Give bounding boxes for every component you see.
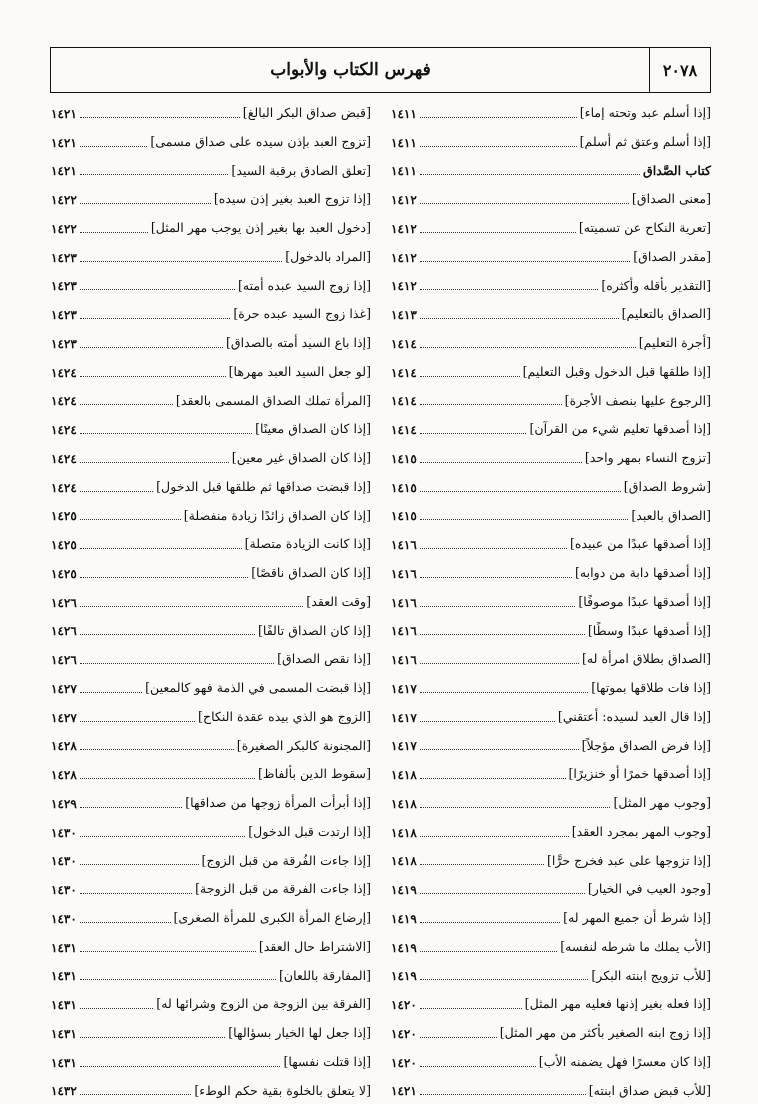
entry-page-number: ١٤١٢	[391, 279, 417, 294]
entry-title: [إذا ارتدت قبل الدخول]	[248, 823, 371, 839]
entry-title: [إذا فات طلاقها بموتها]	[591, 680, 711, 696]
index-entry	[51, 728, 371, 757]
dot-leader	[80, 893, 192, 894]
entry-title: [إذا كان الصداق تالفًا]	[257, 622, 371, 638]
entry-title: [مقدر الصداق]	[633, 248, 711, 264]
entry-page-number: ١٤٢٤	[51, 423, 77, 437]
entry-title: [إذا فعله بغير إذنها فعليه مهر المثل]	[524, 996, 711, 1012]
entry-page-number: ١٤٢١	[51, 106, 77, 121]
entry-page-number: ١٤١٩	[391, 940, 417, 955]
entry-page-number: ١٤١٤	[391, 365, 417, 380]
dot-leader	[420, 203, 629, 204]
entry-title: [إذا أصدقها عبدًا من عبيده]	[570, 536, 711, 552]
entry-page-number: ١٤٢٠	[391, 1026, 417, 1041]
entry-title: [الصداق بالعبد]	[631, 507, 711, 523]
entry-title: [الاشتراط حال العقد]	[258, 938, 371, 954]
index-entry	[51, 843, 371, 872]
entry-page-number: ١٤١٥	[391, 480, 417, 495]
index-entry	[51, 526, 371, 555]
entry-title: [دخول العبد بها بغير إذن يوجب مهر المثل]	[150, 220, 371, 236]
entry-page-number: ١٤٢٥	[51, 538, 77, 552]
index-entry	[391, 411, 711, 440]
dot-leader	[420, 606, 576, 607]
dot-leader	[420, 1008, 522, 1009]
index-entry	[391, 1073, 711, 1102]
dot-leader	[420, 836, 569, 837]
dot-leader	[420, 146, 577, 147]
entry-title: [الأب يملك ما شرطه لنفسه]	[560, 938, 711, 954]
entry-title: [وقت العقد]	[306, 593, 371, 609]
entry-page-number: ١٤٢٦	[51, 595, 77, 610]
index-entry	[51, 756, 371, 785]
page-title: فهرس الكتاب والأبواب	[270, 60, 431, 80]
index-entry	[391, 871, 711, 900]
dot-leader	[80, 1066, 281, 1067]
dot-leader	[420, 347, 636, 348]
entry-page-number: ١٤٢٥	[51, 566, 77, 581]
index-entry	[391, 670, 711, 699]
entry-page-number: ١٤٢١	[51, 135, 77, 150]
index-entry	[391, 555, 711, 584]
dot-leader	[80, 289, 235, 290]
index-entry	[391, 354, 711, 383]
dot-leader	[80, 749, 234, 750]
entry-title: [سقوط الدين بألفاظ]	[258, 766, 371, 782]
dot-leader	[420, 1066, 536, 1067]
index-entry	[51, 440, 371, 469]
entry-page-number: ١٤٢٨	[51, 768, 77, 782]
index-entry	[51, 239, 371, 268]
entry-page-number: ١٤٢٤	[51, 451, 77, 466]
entry-title: [التقدير بأقله وأكثره]	[601, 277, 711, 293]
index-entry	[51, 814, 371, 843]
index-entry	[51, 1044, 371, 1073]
index-entry	[51, 1073, 371, 1102]
entry-title: [إذا كان الصداق غير معين]	[231, 450, 371, 466]
dot-leader	[80, 979, 276, 980]
entry-page-number: ١٤١٦	[391, 595, 417, 610]
entry-page-number: ١٤٢٩	[51, 796, 77, 811]
index-entry	[51, 153, 371, 182]
entry-page-number: ١٤١٤	[391, 423, 417, 437]
index-entry	[391, 440, 711, 469]
dot-leader	[420, 692, 588, 693]
dot-leader	[80, 1008, 154, 1009]
index-entry	[51, 958, 371, 987]
entry-page-number: ١٤١٢	[391, 221, 417, 236]
entry-title: [غذا زوج السيد عبده حرة]	[233, 306, 371, 322]
dot-leader	[420, 922, 560, 923]
index-entry	[51, 411, 371, 440]
dot-leader	[420, 491, 621, 492]
entry-page-number: ١٤٣٢	[51, 1084, 77, 1099]
entry-title: [إذا نقص الصداق]	[277, 651, 371, 667]
entry-title: [إذا فرض الصداق مؤجلاً]	[581, 737, 711, 753]
entry-title: [إذا أصدقها عبدًا موصوفًا]	[578, 593, 711, 609]
entry-title: [إذا شرط أن جميع المهر له]	[563, 910, 711, 926]
index-entry	[391, 383, 711, 412]
entry-title: [للأب قبض صداق ابنته]	[588, 1082, 711, 1098]
index-entry	[391, 756, 711, 785]
index-entry	[391, 814, 711, 843]
entry-page-number: ١٤٢٧	[51, 710, 77, 725]
dot-leader	[420, 289, 599, 290]
index-entry	[391, 210, 711, 239]
entry-page-number: ١٤٣٠	[51, 883, 77, 897]
entry-title: [إذا أصدقها خمرًا أو خنزيرًا]	[568, 766, 711, 782]
entry-title: [إذا كان الصداق زائدًا زيادة منفصلة]	[183, 507, 371, 523]
entry-title: [إذا تزوج العبد بغير إذن سيده]	[213, 191, 371, 207]
index-entry	[391, 239, 711, 268]
entry-page-number: ١٤١٤	[391, 394, 417, 409]
entry-page-number: ١٤١١	[391, 164, 417, 179]
index-entry	[51, 699, 371, 728]
dot-leader	[420, 232, 576, 233]
dot-leader	[420, 778, 566, 779]
dot-leader	[420, 519, 629, 520]
index-entry	[391, 268, 711, 297]
dot-leader	[420, 721, 555, 722]
index-entry	[391, 1044, 711, 1073]
entry-title: [وجوب المهر بمجرد العقد]	[571, 823, 711, 839]
dot-leader	[420, 1094, 586, 1095]
dot-leader	[80, 146, 148, 147]
dot-leader	[80, 462, 229, 463]
entry-page-number: ١٤١٥	[391, 451, 417, 466]
index-entry	[391, 526, 711, 555]
entry-page-number: ١٤٣٠	[51, 825, 77, 840]
entry-page-number: ١٤١٩	[391, 883, 417, 897]
dot-leader	[420, 548, 567, 549]
entry-page-number: ١٤٢٤	[51, 480, 77, 495]
entry-title: [إذا أصدقها تعليم شيء من القرآن]	[529, 421, 711, 437]
index-entry	[391, 728, 711, 757]
dot-leader	[420, 261, 630, 262]
dot-leader	[80, 347, 223, 348]
index-entry	[391, 641, 711, 670]
entry-title: [وجوب مهر المثل]	[613, 795, 711, 811]
index-entry	[391, 296, 711, 325]
dot-leader	[80, 433, 252, 434]
dot-leader	[420, 749, 579, 750]
dot-leader	[80, 1094, 192, 1095]
entry-title: [المرأة تملك الصداق المسمى بالعقد]	[175, 392, 371, 408]
entry-page-number: ١٤٢٣	[51, 279, 77, 294]
dot-leader	[420, 634, 585, 635]
entry-title: [إذا كان معسرًا فهل يضمنه الأب]	[538, 1053, 711, 1069]
dot-leader	[80, 548, 242, 549]
entry-title: [المجنونة كالبكر الصغيرة]	[236, 737, 371, 753]
entry-page-number: ١٤٣٠	[51, 854, 77, 869]
dot-leader	[420, 807, 611, 808]
dot-leader	[80, 951, 256, 952]
entry-page-number: ١٤١٧	[391, 681, 417, 696]
index-entry	[391, 181, 711, 210]
entry-title: [المراد بالدخول]	[285, 248, 371, 264]
entry-title: [تزوج العبد بإذن سيده على صداق مسمى]	[150, 133, 371, 149]
entry-page-number: ١٤١٧	[391, 739, 417, 754]
entry-title: [إذا كان الصداق ناقصًا]	[251, 565, 371, 581]
entry-page-number: ١٤٢٧	[51, 681, 77, 696]
index-column-right	[391, 95, 711, 1101]
entry-page-number: ١٤١٨	[391, 796, 417, 811]
entry-title: [إذا زوج السيد عبده أمته]	[237, 277, 371, 293]
index-entry	[51, 900, 371, 929]
dot-leader	[420, 462, 582, 463]
entry-page-number: ١٤٢٢	[51, 221, 77, 236]
dot-leader	[420, 577, 572, 578]
entry-page-number: ١٤٢٢	[51, 193, 77, 207]
entry-title: [إذا طلقها قبل الدخول وقبل التعليم]	[522, 363, 711, 379]
entry-title: [إذا جاءت الفُرقة من قبل الزوج]	[201, 852, 371, 868]
dot-leader	[80, 232, 148, 233]
dot-leader	[420, 117, 577, 118]
entry-page-number: ١٤٢٣	[51, 336, 77, 351]
index-entry	[51, 354, 371, 383]
entry-page-number: ١٤٢١	[391, 1084, 417, 1099]
index-entry	[391, 699, 711, 728]
entry-title: [لا يتعلق بالخلوة بقية حكم الوطء]	[194, 1082, 371, 1098]
index-entry	[391, 986, 711, 1015]
entry-title: [إذا باع السيد أمته بالصداق]	[225, 335, 371, 351]
dot-leader	[420, 663, 579, 664]
entry-page-number: ١٤١٢	[391, 193, 417, 207]
dot-leader	[420, 376, 520, 377]
entry-page-number: ١٤١٦	[391, 566, 417, 581]
dot-leader	[80, 117, 240, 118]
dot-leader	[80, 577, 248, 578]
entry-page-number: ١٤٣١	[51, 940, 77, 955]
entry-page-number: ١٤١٣	[391, 308, 417, 322]
entry-title: [إذا قبضت صداقها ثم طلقها قبل الدخول]	[156, 478, 371, 494]
index-entry	[51, 929, 371, 958]
index-entry	[391, 498, 711, 527]
dot-leader	[80, 721, 195, 722]
dot-leader	[80, 318, 231, 319]
index-entry	[391, 785, 711, 814]
entry-title: [إذا أصدقها دابة من دوابه]	[574, 565, 711, 581]
index-entry	[51, 584, 371, 613]
index-entry	[51, 670, 371, 699]
dot-leader	[80, 778, 255, 779]
dot-leader	[80, 376, 226, 377]
index-entry	[391, 929, 711, 958]
entry-title: [الصداق بطلاق امرأة له]	[582, 651, 711, 667]
index-entry	[391, 124, 711, 153]
entry-page-number: ١٤٢٦	[51, 653, 77, 667]
entry-page-number: ١٤٢٤	[51, 394, 77, 409]
index-entry	[51, 613, 371, 642]
entry-page-number: ١٤٣١	[51, 1055, 77, 1070]
entry-title: [لو جعل السيد العبد مهرها]	[228, 363, 371, 379]
entry-title: [إذا كان الصداق معينًا]	[255, 421, 371, 437]
index-column-left	[51, 95, 371, 1101]
entry-title: [للأب تزويج ابنته البكر]	[591, 967, 711, 983]
entry-title: [تزوج النساء بمهر واحد]	[584, 450, 711, 466]
entry-page-number: ١٤٣١	[51, 998, 77, 1012]
dot-leader	[420, 893, 585, 894]
entry-page-number: ١٤١٦	[391, 653, 417, 667]
index-entry	[391, 1015, 711, 1044]
index-entry	[391, 153, 711, 182]
entry-title: [الفرقة بين الزوجة من الزوج وشرائها له]	[156, 996, 371, 1012]
index-entry	[391, 325, 711, 354]
index-entry	[391, 900, 711, 929]
entry-page-number: ١٤٢٣	[51, 308, 77, 322]
entry-title: [إذا كانت الزيادة متصلة]	[244, 536, 371, 552]
entry-title: [إذا أسلم وعتق ثم أسلم]	[579, 133, 711, 149]
entry-page-number: ١٤١٨	[391, 854, 417, 869]
entry-page-number: ١٤١٩	[391, 969, 417, 984]
index-entry	[51, 986, 371, 1015]
entry-page-number: ١٤١٥	[391, 509, 417, 524]
entry-title: [إذا أسلم عبد وتحته إماء]	[579, 105, 711, 121]
entry-title: [إذا قال العبد لسيده: أعتقني]	[557, 708, 711, 724]
entry-page-number: ١٤١٤	[391, 336, 417, 351]
entry-title: [إذا أصدقها عبدًا وسطًا]	[587, 622, 711, 638]
page-number: ٢٠٧٨	[649, 48, 710, 92]
entry-page-number: ١٤٢١	[51, 164, 77, 179]
entry-title: [إذا زوج ابنه الصغير بأكثر من مهر المثل]	[499, 1025, 711, 1041]
entry-page-number: ١٤١١	[391, 106, 417, 121]
index-entry	[51, 268, 371, 297]
entry-title: [إذا قبضت المسمى في الذمة فهو كالمعين]	[145, 680, 371, 696]
page-header	[50, 47, 711, 93]
dot-leader	[80, 491, 153, 492]
entry-page-number: ١٤٢٠	[391, 998, 417, 1012]
entry-title: [إذا أبرأت المرأة زوجها من صداقها]	[185, 795, 371, 811]
entry-title: [الرجوع عليها بنصف الأجرة]	[564, 392, 711, 408]
index-entry	[51, 325, 371, 354]
index-entry	[51, 1015, 371, 1044]
entry-page-number: ١٤١١	[391, 135, 417, 150]
dot-leader	[80, 692, 142, 693]
entry-title: [وجود العيب في الخيار]	[587, 881, 711, 897]
index-entry	[51, 383, 371, 412]
index-entry	[51, 555, 371, 584]
dot-leader	[420, 318, 619, 319]
entry-page-number: ١٤٢٣	[51, 250, 77, 265]
index-entry	[51, 296, 371, 325]
index-entry	[51, 871, 371, 900]
entry-page-number: ١٤٢٨	[51, 739, 77, 754]
entry-page-number: ١٤١٧	[391, 710, 417, 725]
entry-page-number: ١٤٣١	[51, 969, 77, 984]
dot-leader	[80, 807, 182, 808]
dot-leader	[420, 404, 562, 405]
entry-title: [إذا جعل لها الخيار بسؤالها]	[228, 1025, 371, 1041]
entry-title: [المفارقة باللعان]	[278, 967, 371, 983]
entry-page-number: ١٤٢٦	[51, 624, 77, 639]
index-entry	[51, 641, 371, 670]
index-entry	[391, 958, 711, 987]
dot-leader	[80, 836, 245, 837]
dot-leader	[80, 864, 199, 865]
entry-page-number: ١٤١٨	[391, 825, 417, 840]
index-entry	[51, 498, 371, 527]
dot-leader	[420, 979, 589, 980]
entry-title: [الزوج هو الذي بيده عقدة النكاح]	[198, 708, 371, 724]
index-entry	[391, 843, 711, 872]
index-entry	[51, 124, 371, 153]
dot-leader	[420, 433, 527, 434]
dot-leader	[80, 922, 171, 923]
dot-leader	[420, 864, 544, 865]
entry-page-number: ١٤٢٥	[51, 509, 77, 524]
dot-leader	[80, 519, 181, 520]
entry-page-number: ١٤١٦	[391, 624, 417, 639]
entry-page-number: ١٤٢٠	[391, 1055, 417, 1070]
dot-leader	[80, 261, 282, 262]
entry-page-number: ١٤١٢	[391, 250, 417, 265]
dot-leader	[80, 1037, 225, 1038]
dot-leader	[420, 951, 557, 952]
entry-title: [قبض صداق البكر البالغ]	[242, 105, 371, 121]
entry-page-number: ١٤٣٠	[51, 911, 77, 926]
entry-title: [إرضاع المرأة الكبرى للمرأة الصغرى]	[173, 910, 371, 926]
index-entry	[391, 584, 711, 613]
entry-page-number: ١٤٣١	[51, 1026, 77, 1041]
entry-title: [معنى الصداق]	[631, 191, 711, 207]
entry-page-number: ١٤١٨	[391, 768, 417, 782]
dot-leader	[80, 606, 304, 607]
dot-leader	[80, 634, 255, 635]
dot-leader	[80, 404, 173, 405]
entry-title: [إذا تزوجها على عبد فخرج حرًّا]	[547, 852, 711, 868]
index-entry	[391, 469, 711, 498]
dot-leader	[80, 663, 274, 664]
index-entry	[51, 785, 371, 814]
entry-page-number: ١٤٢٤	[51, 365, 77, 380]
entry-title: [تعلق الصادق برقبة السيد]	[231, 162, 371, 178]
entry-title: [إذا قتلت نفسها]	[283, 1053, 371, 1069]
entry-title: [إذا جاءت الفرقة من قبل الزوجة]	[195, 881, 371, 897]
index-entry	[391, 95, 711, 124]
index-entry	[391, 613, 711, 642]
index-entry	[51, 95, 371, 124]
index-entry	[51, 181, 371, 210]
entry-page-number: ١٤١٦	[391, 538, 417, 552]
dot-leader	[80, 174, 229, 175]
index-entry	[51, 469, 371, 498]
entry-title: [شروط الصداق]	[623, 478, 711, 494]
dot-leader	[80, 203, 211, 204]
section-heading: كتاب الصَّداق	[642, 162, 711, 178]
entry-title: [الصداق بالتعليم]	[621, 306, 711, 322]
entry-title: [تعرية النكاح عن تسميته]	[578, 220, 711, 236]
entry-page-number: ١٤١٩	[391, 911, 417, 926]
index-entry	[51, 210, 371, 239]
dot-leader	[420, 174, 640, 175]
entry-title: [أجرة التعليم]	[638, 335, 711, 351]
dot-leader	[420, 1037, 497, 1038]
